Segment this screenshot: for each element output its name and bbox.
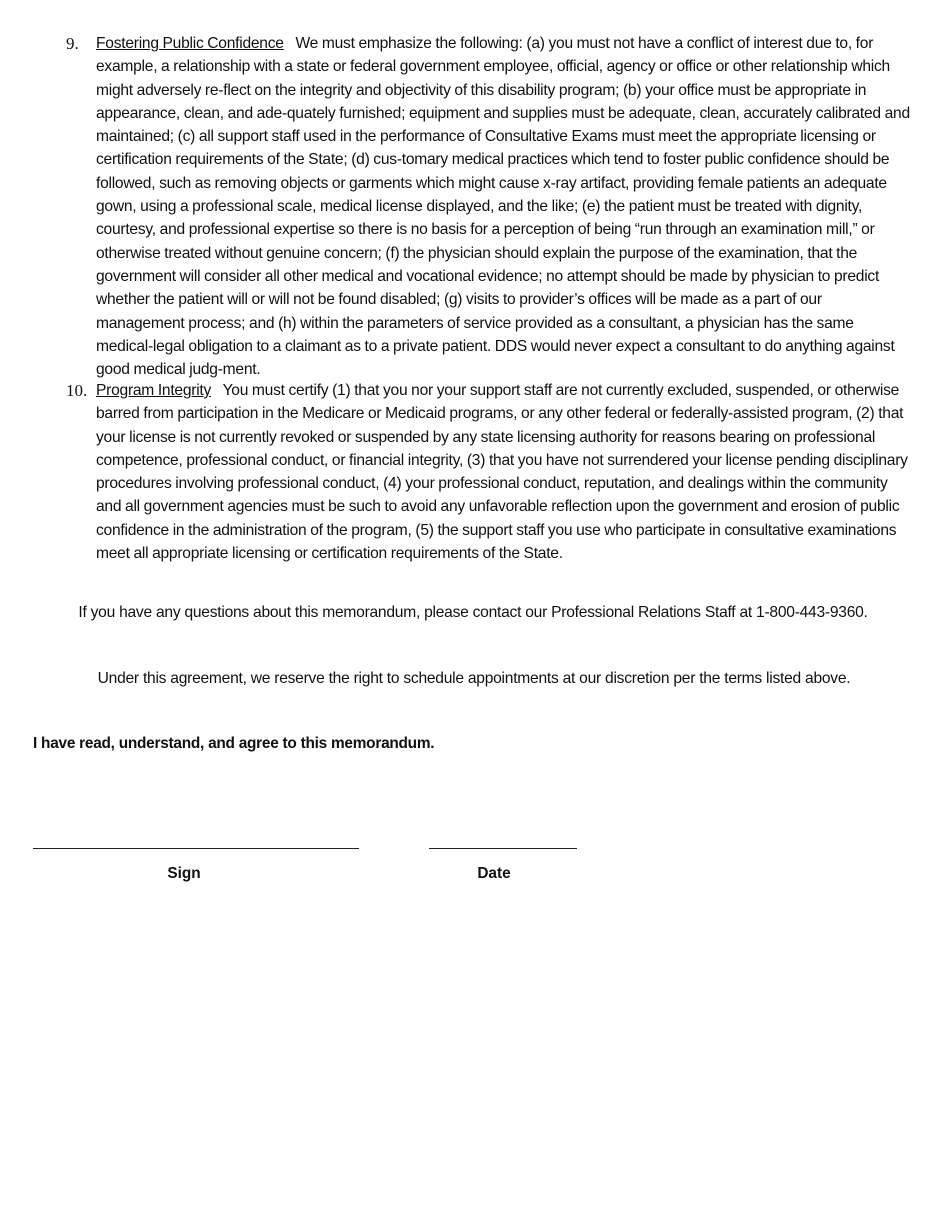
item-text: You must certify (1) that you nor your support staff are not currently excluded, suspended, or otherwise barred from participation in the Medicare or Medicaid programs, or any other federal or federally-assisted program, (2) that your license is not currently revoked or suspended by any state licensing authority for reasons bearing on professional competence, professional conduct, or financial integrity, (3) that you have not surrendered your license pending disciplinary procedures involving professional conduct, (4) your professional conduct, reputation, and dealings within the community and all government agencies must be such to avoid any unfavorable reflection upon the government and erosion of public confidence in the administration of the program, (5) the support staff you use who participate in consultative examinations meet all appropriate licensing or certification requirements of the State.	[96, 382, 908, 563]
item-program-integrity	[66, 379, 912, 565]
item-heading: Program Integrity	[96, 382, 212, 399]
item-body	[96, 32, 912, 381]
item-number: 10.	[66, 381, 88, 400]
item-text: We must emphasize the following: (a) you must not have a conflict of interest due to, for example, a relationship with a state or federal government employee, official, agency or office or other relationship which might adversely re-flect on the integrity and objectivity of this disability program; (b) your office must be appropriate in appearance, clean, and ade-quately furnished; equipment and supplies must be adequate, clean, accurately calibrated and maintained; (c) all support staff used in the performance of Consultative Exams must meet the appropriate licensing or certification requirements of the State; (d) cus-tomary medical practices which tend to foster public confidence should be followed, such as removing objects or garments which might cause x-ray artifact, providing female patients an adequate gown, using a professional scale, medical license displayed, and the like; (e) the patient must be treated with dignity, courtesy, and professional expertise so there is no basis for a perception of being “run through an examination mill,” or otherwise treated without genuine concern; (f) the physician should explain the purpose of the examination, that the government will consider all other medical and vocational evidence; no attempt should be made by physician to predict whether the patient will or will not be found disabled; (g) visits to provider’s offices will be made as a part of our management process; and (h) within the parameters of service provided as a consultant, a physician has the same medical-legal obligation to a claimant as to a private patient. DDS would never expect a consultant to do anything against good medical judg-ment.	[96, 35, 910, 379]
item-fostering-public-confidence	[66, 32, 912, 381]
schedule-statement: Under this agreement, we reserve the right to schedule appointments at our discretion per the terms listed above.	[97, 670, 851, 687]
agreement-statement: I have read, understand, and agree to this memorandum.	[33, 735, 435, 752]
signature-line[interactable]	[33, 848, 359, 849]
sign-label: Sign	[167, 865, 201, 882]
contact-statement: If you have any questions about this memorandum, please contact our Professional Relations Staff at 1-800-443-9360.	[78, 604, 868, 621]
date-label: Date	[477, 865, 511, 882]
date-line[interactable]	[429, 848, 577, 849]
item-number: 9.	[66, 34, 79, 53]
item-body	[96, 379, 912, 565]
item-heading: Fostering Public Confidence	[96, 35, 284, 52]
